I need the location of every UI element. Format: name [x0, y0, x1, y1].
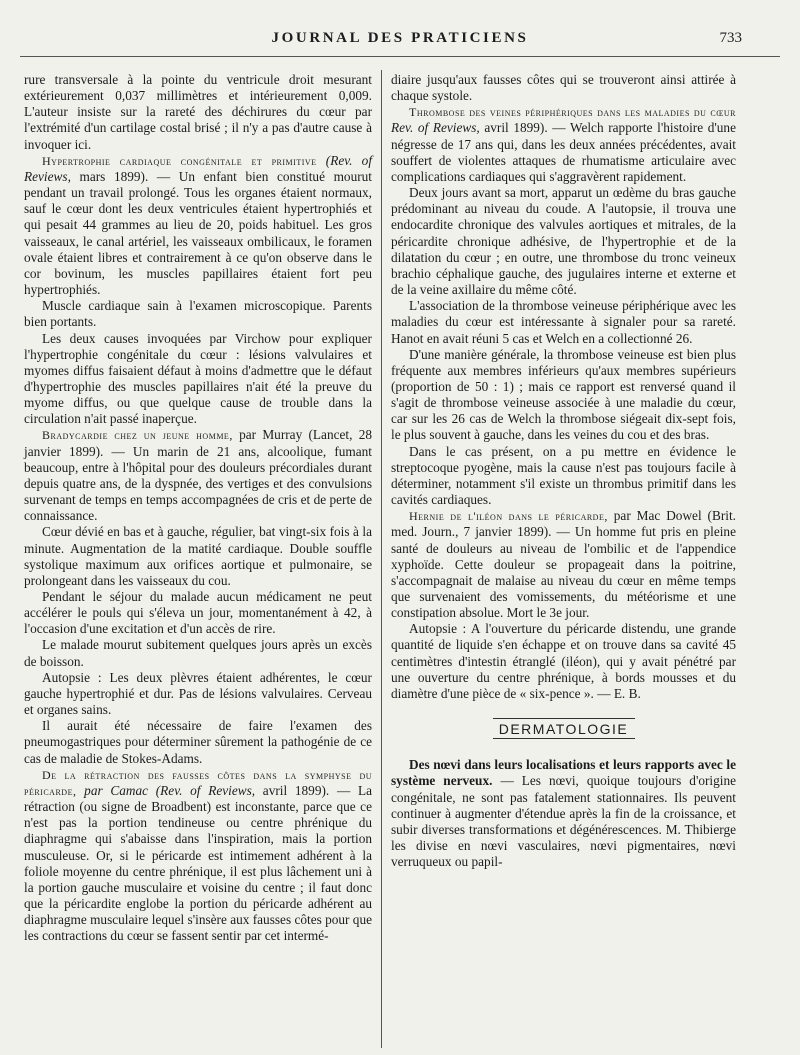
header-rule: [20, 56, 780, 57]
right-column: [391, 72, 736, 870]
article-text: mars 1899). — Un enfant bien constitué mourut pendant un travail prolongé. Tous les organes étaient normaux, sauf le cœur dont les deux ventricules étaient hypertrophiés et qui pesait 44 grammes au lieu de 20, poids habituel. Les gros vaisseaux, le canal artériel, les vaisseaux ombilicaux, le foramen ovale étaient libres et contrairement à ce qu'on observe dans le cor bovinum, les muscles papillaires étaient fort peu hypertrophiés.: [24, 168, 372, 298]
article-text: — Les nœvi, quoique toujours d'origine congénitale, ne sont pas fatalement stationnaires. Ils peuvent continuer à augmenter d'étendue après la fin de la croissance, et subir diverses transformations et dégénérescences. M. Thibierge les divise en nœvi vasculaires, nœvi pigmentaires, nœvi verruqueux ou papil-: [391, 773, 736, 870]
article-paragraph: [24, 427, 372, 524]
article-text: avril 1899). — Welch rapporte l'histoire d'une négresse de 17 ans qui, dans les deux années précédentes, avait souffert de violentes attaques de rhumatisme articulaire avec complications cardiaques qui s'aggravèrent rapidement.: [391, 120, 736, 184]
article-title: Hernie de l'iléon dans le péricarde,: [409, 509, 608, 524]
paragraph: L'association de la thrombose veineuse périphérique avec les maladies du cœur est intéressante à signaler pour sa rareté. Hanot en avait réuni 5 cas et Welch en a collectionné 26.: [391, 298, 736, 346]
article-text: par Murray (Lancet, 28 janvier 1899). — Un marin de 21 ans, alcoolique, fumant beaucoup, entre à l'hôpital pour des douleurs précordiales durant depuis quatre ans, de la dyspnée, des vertiges et des convulsions survenant de temps en temps accompagnées de cris et de perte de connaissance.: [24, 427, 372, 524]
column-divider: [381, 70, 382, 1048]
left-column: [24, 72, 372, 944]
paragraph: Autopsie : A l'ouverture du péricarde distendu, une grande quantité de liquide s'en échappe et on trouve dans sa cavité 45 centimètres d'intestin étranglé (iléon), qui y avait pénétré par une ouverture du centre phrénique, à bords mousses et du diamètre d'une pièce de « six-pence ». — E. B.: [391, 621, 736, 701]
article-title: Bradycardie chez un jeune homme,: [42, 428, 233, 443]
paragraph: Deux jours avant sa mort, apparut un œdème du bras gauche prédominant au niveau du coude. A l'autopsie, il trouva une endocardite chronique des valvules aortiques et mitrales, de la péricardite chronique adhésive, de l'hypertrophie et de la dilatation du cœur ; en outre, une thrombose du tronc veineux brachio céphalique gauche, des jugulaires interne et externe et de la veine axillaire du même côté.: [391, 185, 736, 298]
page-number: 733: [719, 30, 742, 46]
journal-title: JOURNAL DES PRATICIENS: [271, 30, 529, 46]
article-paragraph: [391, 104, 736, 185]
page-header: [20, 24, 780, 56]
article-title: De la rétraction des fausses côtes dans la symphyse du péricarde,: [24, 767, 372, 798]
section-heading: DERMATOLOGIE: [493, 718, 635, 739]
article-reference: Rev. of Reviews,: [391, 120, 480, 136]
article-paragraph: [391, 757, 736, 870]
article-reference: par Camac (Rev. of Reviews,: [76, 782, 256, 798]
paragraph: D'une manière générale, la thrombose veineuse est bien plus fréquente aux membres inférieurs qu'aux membres supérieurs (proportion de 50 : 1) ; mais ce rapport est renversé quand il s'agit de thrombose veineuse associée à une maladie du cœur, car sur les 26 cas de Welch la thrombose siégeait dix-sept fois, le plus souvent à gauche, dans les veines du cou et des bras.: [391, 346, 736, 443]
paragraph: Le malade mourut subitement quelques jours après un excès de boisson.: [24, 637, 372, 669]
article-paragraph: [24, 153, 372, 298]
paragraph: Les deux causes invoquées par Virchow pour expliquer l'hypertrophie congénitale du cœur : lésions valvulaires et myomes diffus faisaient défaut à moins d'admettre que le défaut d'hypertrophie des muscles papillaires n'ait été la preuve du myome diffus, ou que quelque cause de trouble dans la circulation n'ait passé inaperçue.: [24, 330, 372, 427]
paragraph: Cœur dévié en bas et à gauche, régulier, bat vingt-six fois à la minute. Augmentation de la matité cardiaque. Double souffle systolique maximum aux orifices aortique et pulmonaire, se prolongeant dans les vaisseaux du cou.: [24, 524, 372, 588]
paragraph: Pendant le séjour du malade aucun médicament ne peut accélérer le pouls qui s'éleva un jour, momentanément à 42, à l'occasion d'une excitation et d'un accès de rire.: [24, 589, 372, 637]
article-paragraph: [24, 767, 372, 945]
article-reference: (Rev. of Reviews,: [24, 152, 373, 184]
article-title: Hypertrophie cardiaque congénitale et primitive: [42, 153, 317, 168]
paragraph: Autopsie : Les deux plèvres étaient adhérentes, le cœur gauche hypertrophié et dur. Pas de lésions valvulaires. Cerveau et organes sains.: [24, 669, 372, 718]
article-paragraph: [391, 508, 736, 621]
article-title: Des nœvi dans leurs localisations et leurs rapports avec le système nerveux.: [391, 757, 736, 789]
article-text: par Mac Dowel (Brit. med. Journ., 7 janvier 1899). — Un homme fut pris en pleine santé de douleurs au niveau de l'ombilic et de l'appendice xyphoïde. Cette douleur se propageait dans la poitrine, s'accompagnait de malaise au niveau du cœur en même temps que survenaient des vomissements, du météorisme et une constipation absolue. Mort le 3e jour.: [391, 508, 736, 621]
paragraph: Muscle cardiaque sain à l'examen microscopique. Parents bien portants.: [24, 298, 372, 330]
paragraph: Il aurait été nécessaire de faire l'examen des pneumogastriques pour déterminer sûrement la pathogénie de ce cas de maladie de Stokes-Adams.: [24, 718, 372, 766]
article-title: Thrombose des veines périphériques dans les maladies du cœur: [409, 105, 736, 120]
paragraph: Dans le cas présent, on a pu mettre en évidence le streptocoque pyogène, mais la cause n'est pas toujours facile à déterminer, notamment s'il existe un thrombus primitif dans les cavités cardiaques.: [391, 443, 736, 508]
article-text: avril 1899). — La rétraction (ou signe de Broadbent) est inconstante, parce que ce n'est pas la portion tendineuse ou centre phrénique du diaphragme qui s'abaisse dans l'inspiration, mais la portion musculeuse. Or, si le péricarde est intimement adhérent à la foliole moyenne du centre phrénique, il est plus lâchement uni à la portion gauche musculaire et voisine du centre ; il faut donc que la péricardite englobe la portion du péricarde adhérent au diaphragme musculaire lequel s'insère aux fausses côtes pour que les contractions du cœur se fassent sentir par cet intermé-: [24, 782, 372, 944]
paragraph: rure transversale à la pointe du ventricule droit mesurant extérieurement 0,037 millimètres et intérieurement 0,009. L'auteur insiste sur la rareté des déchirures du cœur par l'extrémité d'un cartilage costal brisé ; il n'y a pas d'autre cause à invoquer ici.: [24, 72, 372, 152]
paragraph: diaire jusqu'aux fausses côtes qui se trouveront ainsi attirée à chaque systole.: [391, 72, 736, 104]
